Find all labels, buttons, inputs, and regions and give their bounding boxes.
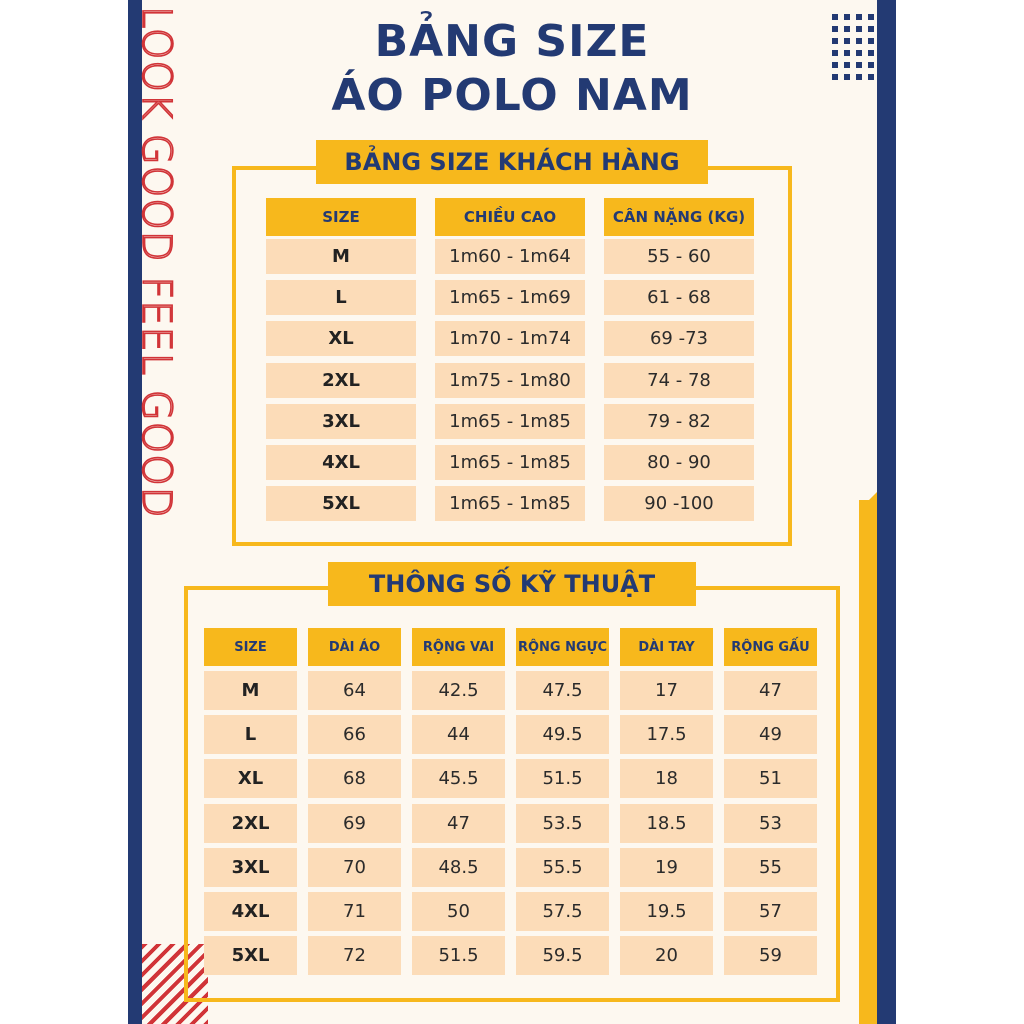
spec-table-cell-hem: 59 [724,936,817,975]
customer-table-header-height: CHIỀU CAO [435,198,585,236]
spec-table-cell-size: 2XL [204,804,297,843]
spec-table-cell-shoulder: 48.5 [412,848,505,887]
customer-table-cell-weight: 61 - 68 [604,280,754,315]
spec-table-cell-sleeve: 18 [620,759,713,798]
customer-table-cell-size: 5XL [266,486,416,521]
customer-table-cell-size: L [266,280,416,315]
spec-table-cell-size: 4XL [204,892,297,931]
customer-table-cell-weight: 74 - 78 [604,363,754,398]
spec-table-cell-hem: 55 [724,848,817,887]
customer-table-cell-height: 1m70 - 1m74 [435,321,585,356]
customer-table-cell-weight: 90 -100 [604,486,754,521]
spec-table-cell-shoulder: 47 [412,804,505,843]
spec-table-cell-length: 70 [308,848,401,887]
customer-table-cell-weight: 80 - 90 [604,445,754,480]
spec-table-cell-chest: 59.5 [516,936,609,975]
customer-table-cell-height: 1m65 - 1m69 [435,280,585,315]
customer-table-cell-size: 4XL [266,445,416,480]
spec-table-cell-size: M [204,671,297,710]
spec-table-cell-length: 64 [308,671,401,710]
spec-table-cell-hem: 53 [724,804,817,843]
spec-table-cell-chest: 53.5 [516,804,609,843]
spec-table-cell-sleeve: 20 [620,936,713,975]
spec-table-cell-hem: 47 [724,671,817,710]
customer-table-cell-weight: 55 - 60 [604,239,754,274]
spec-table-header-chest: RỘNG NGỰC [516,628,609,666]
spec-table-cell-hem: 49 [724,715,817,754]
right-navy-stripe [877,0,896,1024]
spec-table-cell-length: 66 [308,715,401,754]
spec-table-cell-hem: 57 [724,892,817,931]
spec-table-cell-hem: 51 [724,759,817,798]
customer-table-cell-height: 1m65 - 1m85 [435,445,585,480]
customer-table-cell-height: 1m60 - 1m64 [435,239,585,274]
spec-table-cell-length: 71 [308,892,401,931]
spec-table-cell-length: 69 [308,804,401,843]
spec-table-cell-shoulder: 50 [412,892,505,931]
spec-table-header-length: DÀI ÁO [308,628,401,666]
customer-table-title: BẢNG SIZE KHÁCH HÀNG [316,140,708,184]
spec-table-cell-sleeve: 17.5 [620,715,713,754]
customer-table-header-size: SIZE [266,198,416,236]
customer-table-cell-size: 2XL [266,363,416,398]
customer-table-cell-height: 1m75 - 1m80 [435,363,585,398]
spec-table-cell-sleeve: 17 [620,671,713,710]
spec-table-cell-shoulder: 45.5 [412,759,505,798]
customer-table-cell-weight: 69 -73 [604,321,754,356]
spec-table-cell-size: L [204,715,297,754]
spec-table-cell-shoulder: 42.5 [412,671,505,710]
customer-table-cell-size: M [266,239,416,274]
spec-table-header-hem: RỘNG GẤU [724,628,817,666]
spec-table-cell-chest: 51.5 [516,759,609,798]
customer-table-cell-size: XL [266,321,416,356]
spec-table-cell-chest: 49.5 [516,715,609,754]
right-yellow-stripe [859,500,877,1024]
spec-table-title: THÔNG SỐ KỸ THUẬT [328,562,696,606]
customer-table-header-weight: CÂN NẶNG (KG) [604,198,754,236]
customer-table-cell-height: 1m65 - 1m85 [435,404,585,439]
spec-table-cell-chest: 57.5 [516,892,609,931]
spec-table-cell-shoulder: 44 [412,715,505,754]
spec-table-cell-size: XL [204,759,297,798]
page-title-line-1: BẢNG SIZE [374,16,650,67]
customer-table-cell-height: 1m65 - 1m85 [435,486,585,521]
spec-table-cell-size: 5XL [204,936,297,975]
spec-table-cell-size: 3XL [204,848,297,887]
spec-table-cell-length: 68 [308,759,401,798]
spec-table-cell-sleeve: 19 [620,848,713,887]
spec-table-cell-sleeve: 18.5 [620,804,713,843]
spec-table-header-sleeve: DÀI TAY [620,628,713,666]
spec-table-header-shoulder: RỘNG VAI [412,628,505,666]
customer-table-cell-size: 3XL [266,404,416,439]
spec-table-cell-chest: 47.5 [516,671,609,710]
spec-table-cell-shoulder: 51.5 [412,936,505,975]
customer-table-cell-weight: 79 - 82 [604,404,754,439]
spec-table-cell-length: 72 [308,936,401,975]
page-title-line-2: ÁO POLO NAM [331,70,693,121]
spec-table-header-size: SIZE [204,628,297,666]
side-slogan-text: LOOK GOOD FEEL GOOD [133,6,179,519]
spec-table-cell-chest: 55.5 [516,848,609,887]
spec-table-cell-sleeve: 19.5 [620,892,713,931]
